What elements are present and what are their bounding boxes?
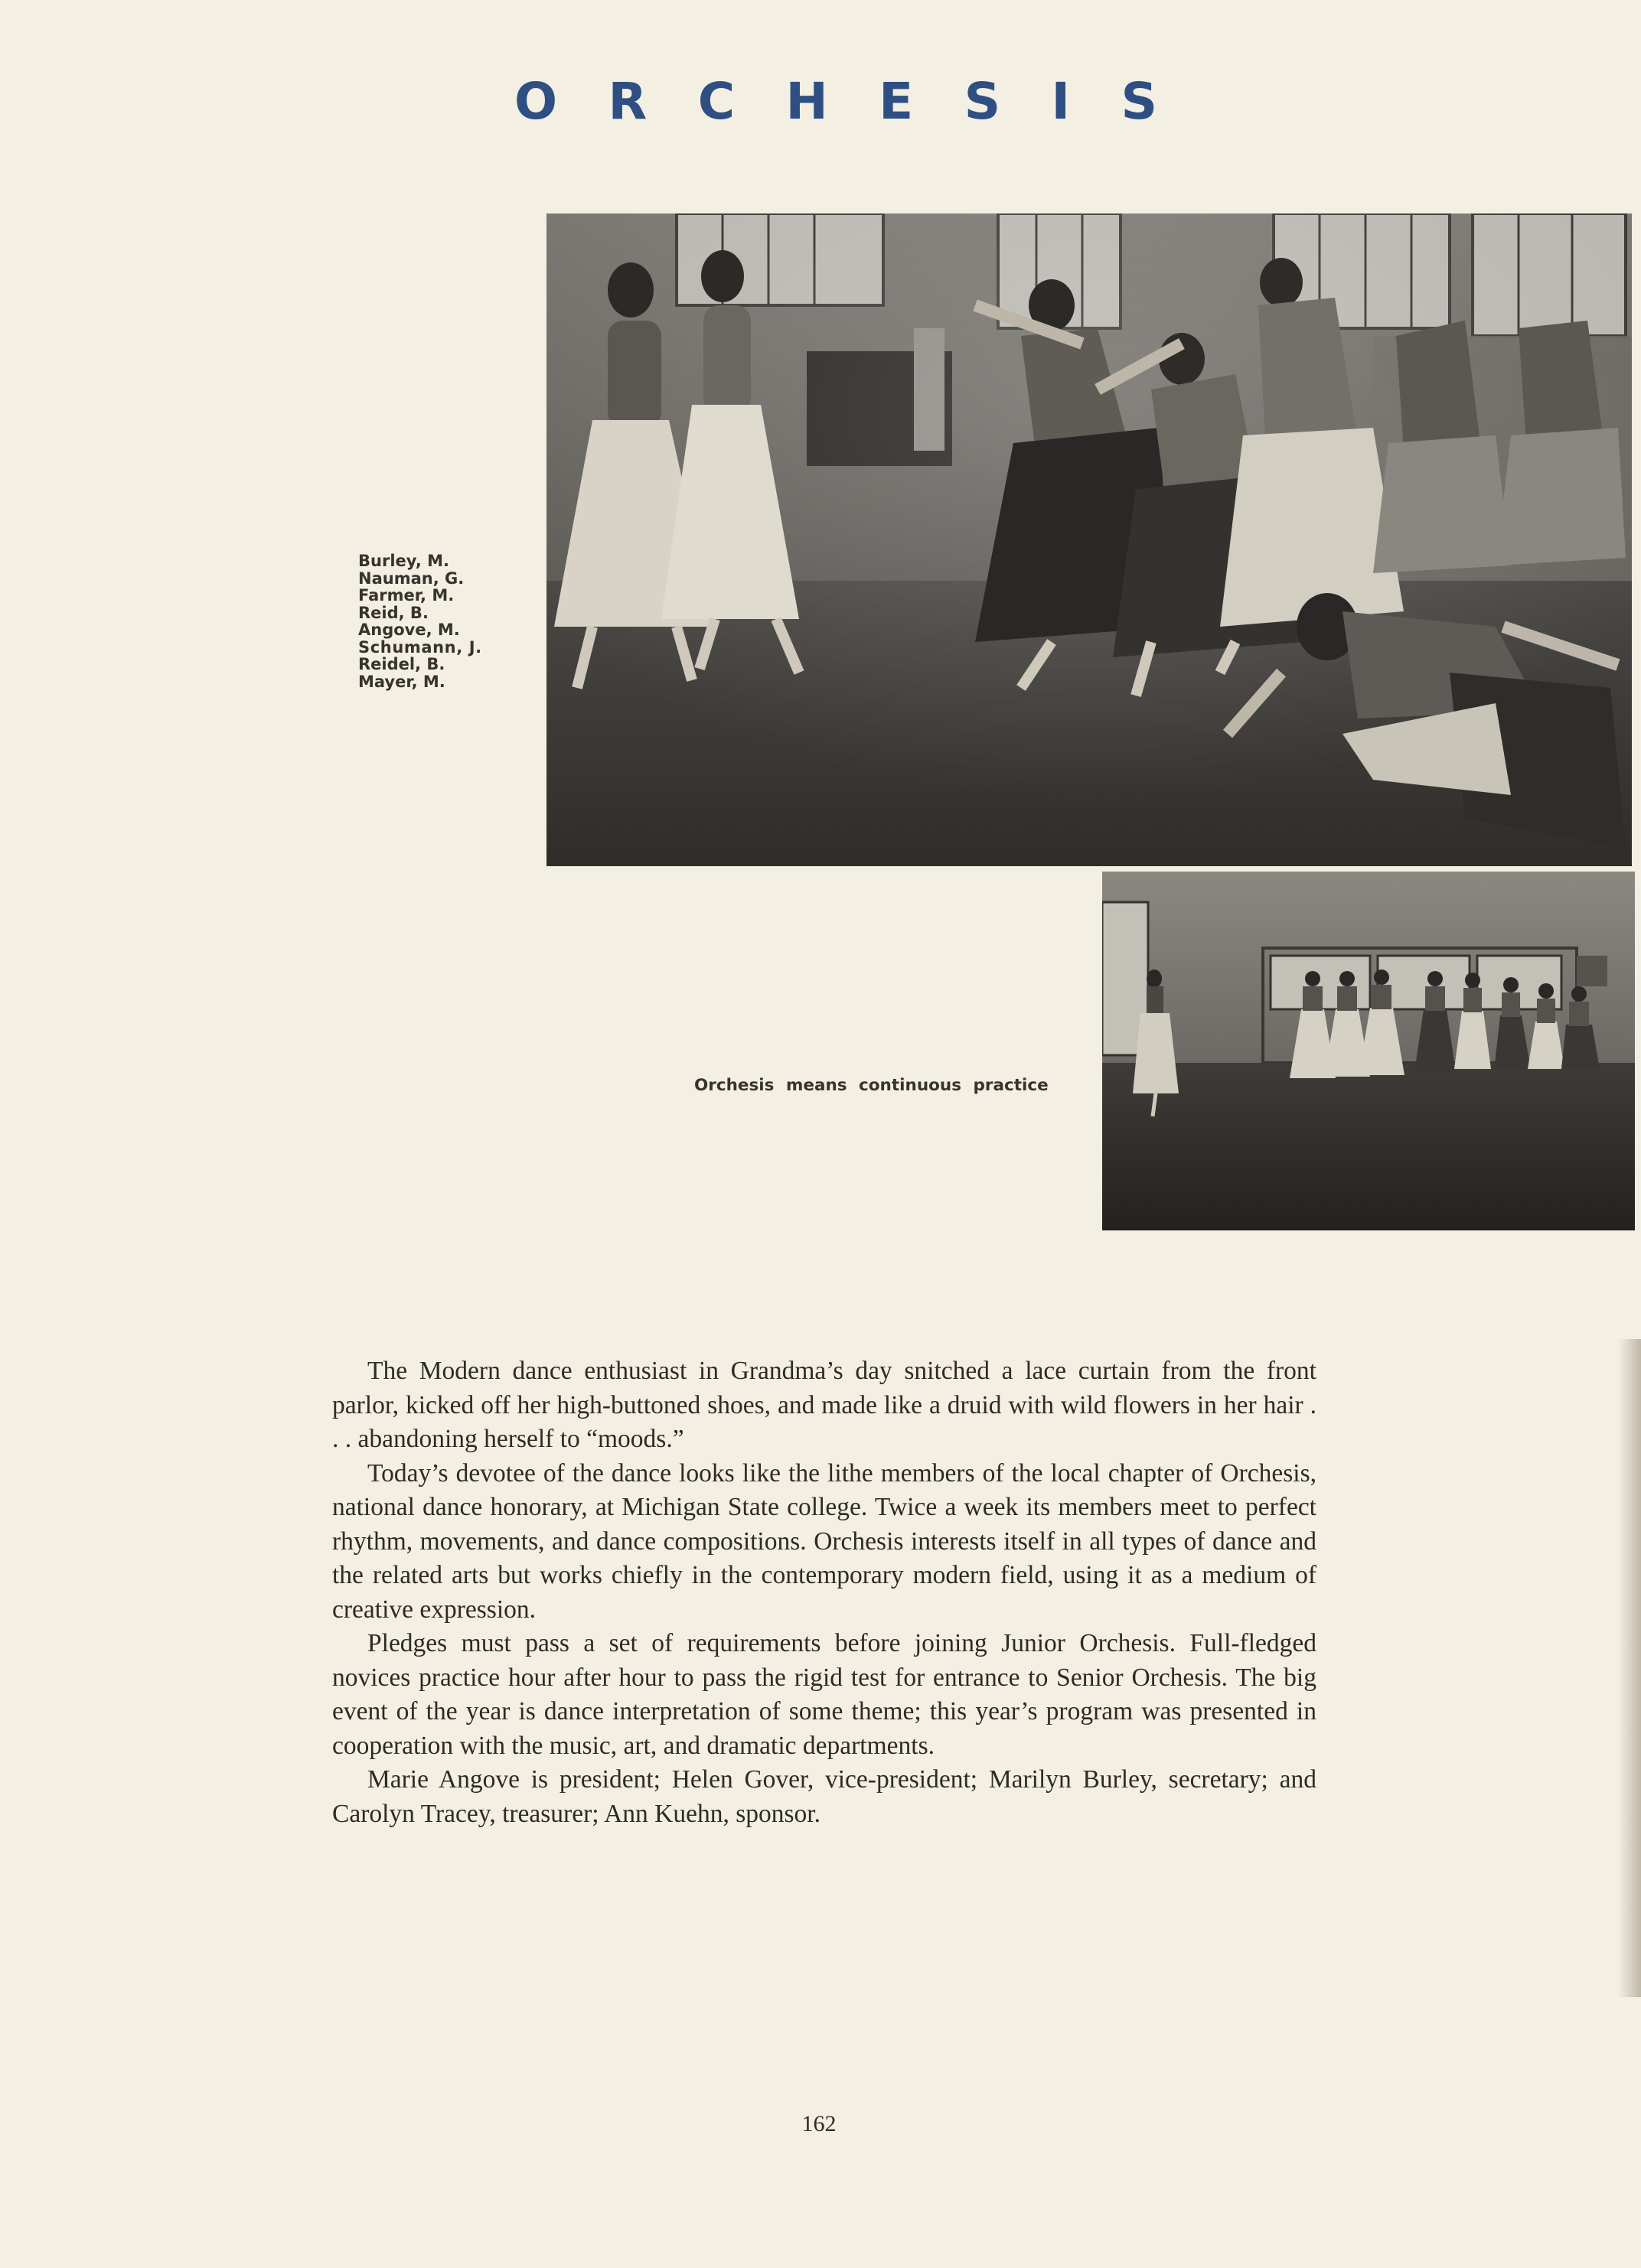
- member-name: Nauman, G.: [358, 569, 465, 588]
- paragraph: Today’s devotee of the dance looks like the lithe members of the local chapter of Orchesis, national dance honorary, at Michigan State college. Twice a week its members meet to perfect rhythm, movements, and dance compositions. Orchesis interests itself in all types of dance and the related arts but works chiefly in the contemporary modern field, using it as a medium of creative expression.: [332, 1458, 1316, 1624]
- practice-photo: [1102, 872, 1635, 1230]
- dance-group-photo: [546, 213, 1632, 866]
- page-edge-shadow: [1618, 1339, 1641, 1997]
- member-name: Schumann, J.: [358, 637, 482, 657]
- member-name: Reidel, B.: [358, 655, 445, 673]
- article-body: [332, 1354, 1316, 1831]
- member-name: Farmer, M.: [358, 586, 455, 604]
- member-name: Reid, B.: [358, 603, 429, 622]
- title-letter: S: [964, 72, 1001, 131]
- paragraph: Marie Angove is president; Helen Gover, vice-president; Marilyn Burley, secretary; and Carolyn Tracey, treasurer; Ann Kuehn, sponsor.: [332, 1765, 1316, 1828]
- title-letter: C: [697, 72, 736, 131]
- member-name-list: [358, 552, 511, 690]
- title-letter: H: [785, 72, 828, 131]
- member-name: Burley, M.: [358, 552, 449, 570]
- title-letter: O: [514, 72, 558, 131]
- title-letter: E: [879, 72, 914, 131]
- member-name: Angove, M.: [358, 621, 460, 639]
- title-letter: I: [1051, 72, 1071, 131]
- page-number: 162: [801, 2111, 837, 2136]
- photo-caption: Orchesis means continuous practice: [694, 1076, 1049, 1095]
- member-name: Mayer, M.: [358, 672, 445, 691]
- page-title: [514, 72, 1157, 131]
- paragraph: Pledges must pass a set of requirements before joining Junior Orchesis. Full-fledged novices practice hour after hour to pass the rigid test for entrance to Senior Orchesis. The big event of the year is dance interpretation of some theme; this year’s program was presented in cooperation with the music, art, and dramatic departments.: [332, 1629, 1316, 1760]
- title-letter: S: [1121, 72, 1157, 131]
- title-letter: R: [608, 72, 648, 131]
- paragraph: The Modern dance enthusiast in Grandma’s day snitched a lace curtain from the front parlor, kicked off her high-buttoned shoes, and made like a druid with wild flowers in her hair . . . abandoning herself to “moods.”: [332, 1357, 1316, 1453]
